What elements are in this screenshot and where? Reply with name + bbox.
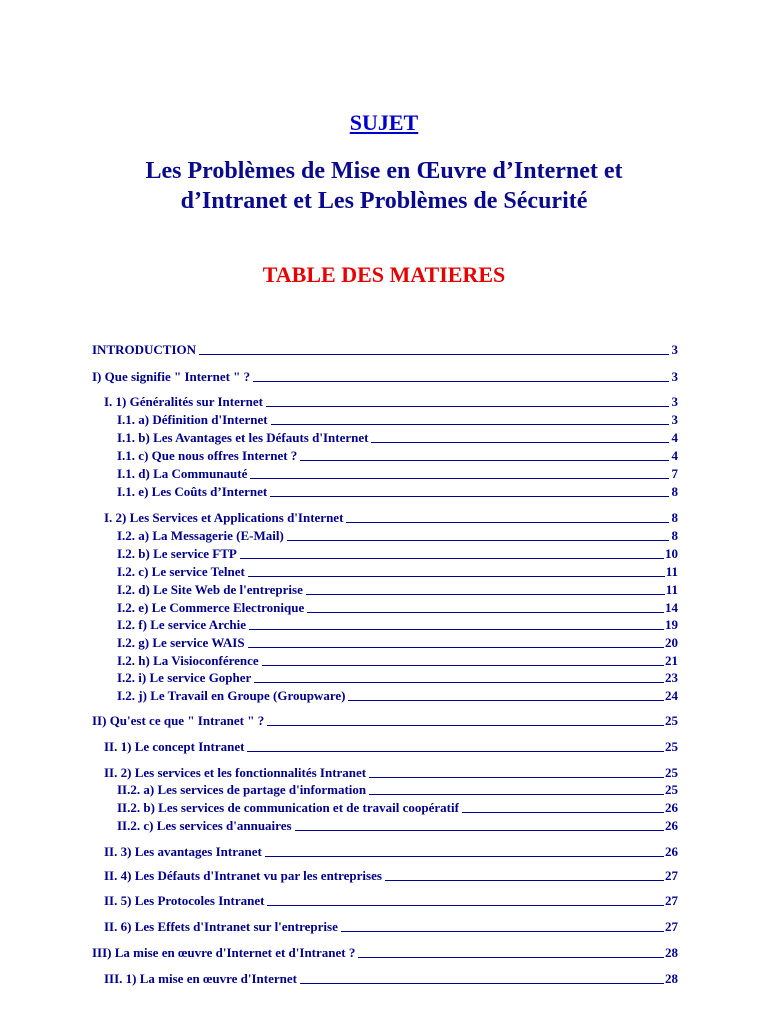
toc-page-number: 4: [671, 430, 678, 445]
toc-page-number: 11: [665, 564, 678, 579]
toc-entry-2-2[interactable]: [104, 763, 678, 781]
toc-entry-1-2-j[interactable]: [117, 686, 678, 704]
toc-page-number: 8: [671, 484, 678, 499]
toc-page-number: 4: [671, 448, 678, 463]
toc-page-number: 8: [671, 528, 678, 543]
toc-entry-label: I.2. j) Le Travail en Groupe (Groupware): [117, 688, 346, 703]
toc-entry-label: I.1. d) La Communauté: [117, 466, 248, 481]
toc-leader-line: [266, 406, 669, 407]
toc-entry-label: II. 4) Les Défauts d'Intranet vu par les entreprises: [104, 868, 382, 883]
toc-leader-line: [287, 540, 669, 541]
toc-entry-1-2-e[interactable]: [117, 598, 678, 616]
toc-entry-label: II.2. b) Les services de communication et de travail coopératif: [117, 800, 459, 815]
toc-entry-2-2-a[interactable]: [117, 780, 678, 798]
toc-leader-line: [341, 931, 664, 932]
toc-page-number: 19: [665, 617, 678, 632]
toc-entry-label: I.2. f) Le service Archie: [117, 617, 246, 632]
toc-entry-label: I. 2) Les Services et Applications d'Internet: [104, 510, 344, 525]
toc-entry-label: I.2. d) Le Site Web de l'entreprise: [117, 582, 303, 597]
toc-leader-line: [300, 460, 669, 461]
toc-page-number: 24: [665, 688, 678, 703]
toc-leader-line: [267, 725, 664, 726]
toc-entry-label: I.2. i) Le service Gopher: [117, 670, 252, 685]
toc-leader-line: [199, 354, 669, 355]
toc-entry-1-2-b[interactable]: [117, 544, 678, 562]
toc-page-number: 25: [665, 765, 678, 780]
toc-leader-line: [358, 957, 664, 958]
toc-entry-label: II. 5) Les Protocoles Intranet: [104, 893, 265, 908]
document-title-line: Les Problèmes de Mise en Œuvre d’Internet et: [145, 158, 623, 184]
toc-entry-label: I.2. a) La Messagerie (E-Mail): [117, 528, 284, 543]
toc-page-number: 26: [665, 800, 678, 815]
toc-leader-line: [254, 682, 664, 683]
toc-leader-line: [307, 612, 664, 613]
toc-entry-label: II.2. c) Les services d'annuaires: [117, 818, 292, 833]
toc-leader-line: [262, 665, 664, 666]
toc-page-number: 25: [665, 782, 678, 797]
toc-entry-2-2-b[interactable]: [117, 798, 678, 816]
toc-entry-label: I) Que signifie " Internet " ?: [92, 369, 251, 384]
toc-entry-1-2-g[interactable]: [117, 633, 678, 651]
toc-entry-1-2-i[interactable]: [117, 668, 678, 686]
toc-page-number: 3: [671, 394, 678, 409]
toc-entry-2-6[interactable]: [104, 917, 678, 935]
toc-entry-label: II. 2) Les services et les fonctionnalités Intranet: [104, 765, 367, 780]
toc-entry-1-2-a[interactable]: [117, 526, 678, 544]
toc-leader-line: [348, 700, 664, 701]
toc-page-number: 23: [665, 670, 678, 685]
toc-page-number: 8: [671, 510, 678, 525]
toc-entry-label: II) Qu'est ce que " Intranet " ?: [92, 713, 265, 728]
toc-page-number: 10: [665, 546, 678, 561]
toc-entry-1-2[interactable]: [104, 508, 678, 526]
toc-page-number: 26: [665, 818, 678, 833]
toc-entry-1-1-b[interactable]: [117, 428, 678, 446]
toc-page-number: 3: [671, 369, 678, 384]
toc-entry-1-2-c[interactable]: [117, 562, 678, 580]
toc-leader-line: [346, 522, 669, 523]
toc-heading: TABLE DES MATIERES: [262, 262, 506, 287]
toc-leader-line: [306, 594, 665, 595]
toc-leader-line: [271, 424, 669, 425]
toc-entry-section-2[interactable]: [92, 711, 678, 729]
toc-entry-1-2-f[interactable]: [117, 615, 678, 633]
toc-entry-label: II. 1) Le concept Intranet: [104, 739, 245, 754]
toc-entry-label: I. 1) Généralités sur Internet: [104, 394, 263, 409]
toc-entry-label: III) La mise en œuvre d'Internet et d'Intranet ?: [92, 945, 356, 960]
toc-page-number: 28: [665, 971, 678, 986]
toc-page-number: 28: [665, 945, 678, 960]
toc-page-number: 27: [665, 868, 678, 883]
toc-entry-label: I.1. e) Les Coûts d’Internet: [117, 484, 268, 499]
toc-leader-line: [250, 478, 669, 479]
toc-leader-line: [253, 381, 669, 382]
toc-page-number: 27: [665, 919, 678, 934]
toc-leader-line: [249, 629, 664, 630]
toc-entry-label: I.2. g) Le service WAIS: [117, 635, 245, 650]
toc-entry-label: II.2. a) Les services de partage d'information: [117, 782, 367, 797]
toc-leader-line: [371, 442, 669, 443]
toc-entry-2-2-c[interactable]: [117, 816, 678, 834]
toc-entry-label: I.1. c) Que nous offres Internet ?: [117, 448, 298, 463]
toc-leader-line: [462, 812, 664, 813]
toc-page-number: 25: [665, 739, 678, 754]
toc-leader-line: [240, 558, 664, 559]
toc-leader-line: [265, 856, 664, 857]
toc-page-number: 25: [665, 713, 678, 728]
toc-entry-1-1-a[interactable]: [117, 410, 678, 428]
toc-leader-line: [247, 751, 664, 752]
toc-entry-1-1[interactable]: [104, 392, 678, 410]
toc-page-number: 7: [671, 466, 678, 481]
toc-leader-line: [248, 647, 664, 648]
toc-page-number: 14: [665, 600, 678, 615]
toc-leader-line: [248, 576, 665, 577]
toc-entry-1-1-e[interactable]: [117, 482, 678, 500]
toc-page-number: 21: [665, 653, 678, 668]
toc-leader-line: [295, 830, 664, 831]
toc-entry-1-1-d[interactable]: [117, 464, 678, 482]
toc-leader-line: [267, 905, 664, 906]
toc-entry-label: I.2. h) La Visioconférence: [117, 653, 259, 668]
toc-entry-1-2-h[interactable]: [117, 651, 678, 669]
toc-page-number: 26: [665, 844, 678, 859]
toc-entry-section-3[interactable]: [92, 943, 678, 961]
toc-page-number: 20: [665, 635, 678, 650]
toc-page-number: 27: [665, 893, 678, 908]
toc-page-number: 11: [665, 582, 678, 597]
toc-entry-1-2-d[interactable]: [117, 580, 678, 598]
toc-leader-line: [385, 880, 664, 881]
toc-entry-label: I.2. c) Le service Telnet: [117, 564, 245, 579]
toc-leader-line: [369, 794, 664, 795]
toc-entry-label: INTRODUCTION: [92, 342, 197, 357]
toc-page-number: 3: [671, 342, 678, 357]
toc-entry-label: I.2. e) Le Commerce Electronique: [117, 600, 305, 615]
toc-entry-2-3[interactable]: [104, 842, 678, 860]
toc-entry-label: I.1. a) Définition d'Internet: [117, 412, 268, 427]
toc-entry-3-1[interactable]: [104, 969, 678, 987]
toc-entry-label: I.2. b) Le service FTP: [117, 546, 237, 561]
toc-entry-2-4[interactable]: [104, 866, 678, 884]
toc-entry-1-1-c[interactable]: [117, 446, 678, 464]
toc-entry-label: I.1. b) Les Avantages et les Défauts d'Internet: [117, 430, 369, 445]
toc-entry-label: II. 6) Les Effets d'Intranet sur l'entreprise: [104, 919, 338, 934]
toc-entry-label: II. 3) Les avantages Intranet: [104, 844, 262, 859]
toc-entry-label: III. 1) La mise en œuvre d'Internet: [104, 971, 297, 986]
toc-leader-line: [369, 777, 664, 778]
toc-entry-2-1[interactable]: [104, 737, 678, 755]
subject-heading: SUJET: [349, 110, 419, 135]
toc-leader-line: [300, 983, 664, 984]
toc-entry-2-5[interactable]: [104, 891, 678, 909]
toc-entry-introduction[interactable]: [92, 340, 678, 358]
toc-leader-line: [270, 496, 669, 497]
toc-entry-section-1[interactable]: [92, 367, 678, 385]
document-title-line: d’Intranet et Les Problèmes de Sécurité: [180, 188, 588, 214]
toc-page-number: 3: [671, 412, 678, 427]
